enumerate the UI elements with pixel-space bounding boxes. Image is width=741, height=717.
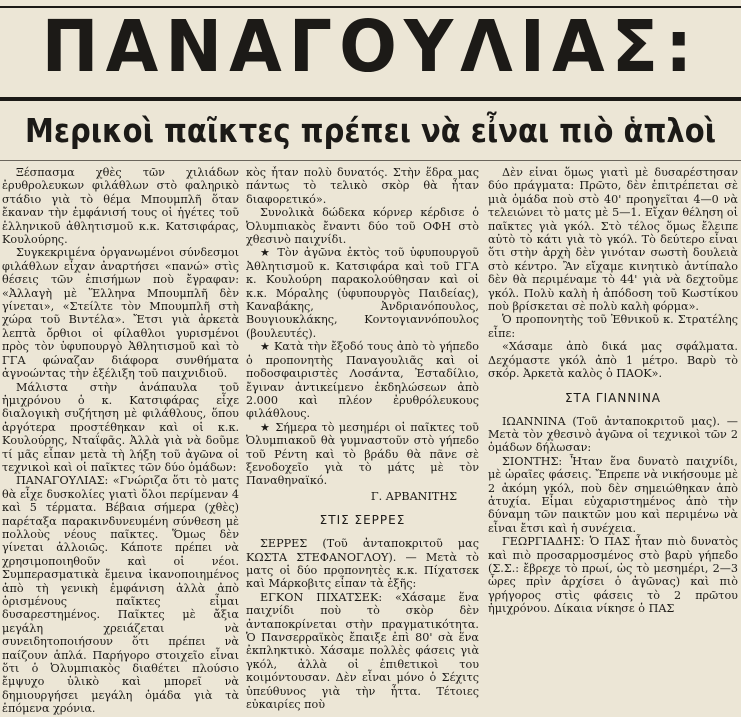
article-paragraph: Συγκεκριμένα ὀργανωμένοι σύνδεσμοι φιλάθλων εἶχαν ἀναρτήσει «πανώ» στὶς θέσεις τῶν ἐπισήμων ποὺ ἔγραφαν: «Ἀλλαγὴ μὲ Ἕλληνα Μπουμπλῆ δὲν γίνεται», «Στείλτε τὸν Μπουμπλῆ στὴ χώρα τοῦ Βιντέλα». Ἔτσι γιὰ ἀρκετὰ λεπτὰ ὄρθιοι οἱ φίλαθλοι γυρισμένοι πρὸς τὸν ὑφυπουργὸ Ἀθλητισμοῦ καὶ τὸ ΓΓΑ φώναζαν διάφορα συνθήματα ἀγνοώντας τὴν ἐξέλιξη τοῦ παιχνιδιοῦ. (2, 246, 239, 381)
subheadline-rule (0, 160, 741, 161)
section-heading-giannina: ΣΤΑ ΓΙΑΝΝΙΝΑ (564, 390, 662, 405)
article-paragraph: ★ Σήμερα τὸ μεσημέρι οἱ παῖκτες τοῦ Ὀλυμπιακοῦ θὰ γυμναστοῦν στὸ γήπεδο τοῦ Ρέντη καὶ τὸ βράδυ θὰ πᾶνε σὲ ξενοδοχεῖο γιὰ τὸ μάτς μὲ τὸν Παναθηναϊκό. (246, 420, 479, 488)
section-heading-serres: ΣΤΙΣ ΣΕΡΡΕΣ (319, 513, 406, 528)
article-paragraph: Μάλιστα στὴν ἀνάπαυλα τοῦ ἡμιχρόνου ὁ κ. Κατσιφάρας εἶχε διαλογικὴ συζήτηση μὲ φιλάθλους, ὅπου ἀργότερα προστέθηκαν καὶ οἱ κ.κ. Κουλούρης, Νταΐφᾶς. Ἀλλὰ γιὰ νὰ δοῦμε τί μᾶς εἶπαν μετὰ τὴ λήξη τοῦ ἀγῶνα οἱ τεχνικοὶ καὶ οἱ παῖκτες τῶν δύο ὁμάδων: (2, 380, 239, 474)
article-paragraph: «Χάσαμε ἀπὸ δικά μας σφάλματα. Δεχόμαστε γκόλ ἀπὸ 1 μέτρο. Βαρὺ τὸ σκόρ. Ἀρκετὰ καλὸς ὁ ΠΑΟΚ». (488, 340, 738, 381)
article-paragraph: ΠΑΝΑΓΟΥΛΙΑΣ: «Γνώριζα ὅτι τὸ ματς θὰ εἶχε δυσκολίες γιατὶ ὅλοι περίμεναν 4 καὶ 5 τέρματα. Βέβαια σήμερα (χθὲς) παρέταξα παρακινδυνευμένη σύνθεση μὲ πολλοὺς νέους παῖκτες. Ὅμως δὲν γίνεται ἀλλοιῶς. Κάποτε πρέπει νὰ χρησιμοποιηθοῦν καὶ οἱ νέοι. Συμπερασματικὰ ἔμεινα ἱκανοποιημένος ἀπὸ τὴ γενικὴ ἐμφάνιση ἀλλὰ ἀπὸ ὁρισμένους παῖκτες εἶμαι δυσαρεστημένος. Παῖκτες μὲ ἄξια μεγάλη χρειάζεται νὰ συνειδητοποιήσουν ὅτι πρέπει νὰ παίζουν ἁπλά. Παρήγορο στοιχεῖο εἶναι ὅτι ὁ Ὀλυμπιακὸς διαθέτει πλούσιο ἔμψυχο ὑλικὸ καὶ μπορεῖ νὰ δημιουργήσει μεγάλη ὁμάδα γιὰ τὰ ἑπόμενα χρόνια. (2, 474, 239, 716)
article-paragraph: κὸς ἦταν πολὺ δυνατός. Στὴν ἕδρα μας πάντως τὸ τελικὸ σκὸρ θὰ ἦταν διαφορετικό». (246, 166, 479, 206)
article-paragraph: ΙΩΑΝΝΙΝΑ (Τοῦ ἀνταποκριτοῦ μας). — Μετὰ τὸν χθεσινὸ ἀγῶνα οἱ τεχνικοὶ τῶν 2 ὁμάδων δήλωσαν: (488, 414, 738, 455)
article-paragraph: ΓΕΩΡΓΙΑΔΗΣ: Ὁ ΠΑΣ ἦταν πιὸ δυνατὸς καὶ πιὸ προσαρμοσμένος στὸ βαρὺ γήπεδο (Σ.Σ.: ἔβρεχε τὸ πρωί, ὡς τὸ μεσημέρι, 2—3 ὧρες πρὶν ἀρχίσει ὁ ἀγῶνας) καὶ πιὸ γρήγορος στὶς φάσεις τὸ 2 πρῶτου ἡμιχρόνου. Δίκαια νίκησε ὁ ΠΑΣ (488, 535, 738, 616)
article-paragraph: Δὲν εἶναι ὅμως γιατὶ μὲ δυσαρέστησαν δύο πράγματα: Πρῶτο, δὲν ἐπιτρέπεται σὲ μιὰ ὁμάδα ποὺ στὸ 40' προηγεῖται 4—0 νὰ τελειώνει τὸ ματς μὲ 5—1. Εἴχαν θέληση οἱ παῖκτες γιὰ γκόλ. Στὸ τέλος ὅμως ἔλειπε αὐτὸ τὸ κάτι γιὰ τὸ γκόλ. Τὸ δεύτερο εἶναι ὅτι στὴν ἀρχὴ δὲν γινόταν σωστὴ δουλειὰ στὸ κέντρο. Ἂν εἴχαμε κινητικὸ ἀντίπαλο δὲν θὰ περιμέναμε τὸ 44' γιὰ νὰ δεχτοῦμε γκόλ. Πολὺ καλὴ ἡ ἀπόδοση τοῦ Κωστίκου ποὺ βρίσκεται σὲ πολὺ καλὴ φόρμα». (488, 166, 738, 314)
article-column-1 (2, 166, 239, 717)
author-signature: Γ. ΑΡΒΑΝΙΤΗΣ (370, 489, 457, 503)
page-headline: ΠΑΝΑΓΟΥΛΙΑΣ: (41, 6, 700, 89)
article-paragraph: Ξέσπασμα χθὲς τῶν χιλιάδων ἐρυθρολευκων φιλάθλων στὸ φαληρικὸ στάδιο γιὰ τὸ θέμα Μπουμπλῆ ὅταν ἔκαναν τὴν ἐμφάνισή τους οἱ ἡγέτες τοῦ ἑλληνικοῦ ἀθλητισμοῦ κ.κ. Κατσιφάρας, Κουλούρης. (2, 166, 239, 247)
headline-rule (0, 97, 741, 101)
article-paragraph: Συνολικὰ δώδεκα κόρνερ κέρδισε ὁ Ὀλυμπιακὸς ἔναντι δύο τοῦ ΟΦΗ στὸ χθεσινὸ παιχνίδι. (246, 206, 479, 247)
page-subheadline: Μερικοὶ παῖκτες πρέπει νὰ εἶναι πιὸ ἁπλοὶ (25, 111, 716, 151)
article-column-2 (246, 166, 479, 717)
article-column-3 (488, 166, 738, 717)
article-paragraph: Ὁ προπονητὴς τοῦ Ἐθνικοῦ κ. Στρατέλης εἶπε: (488, 313, 738, 340)
article-paragraph: ★ Κατὰ τὴν ἔξοδό τους ἀπὸ τὸ γήπεδο ὁ προπονητὴς Παναγουλιᾶς καὶ οἱ ποδοσφαιριστὲς Λοσάντα, Ἐσταδίλιο, ἔγιναν ἀντικείμενο ἐκδηλώσεων ἀπὸ 2.000 καὶ πλέον ἐρυθρόλευκους φιλάθλους. (246, 340, 479, 421)
article-paragraph: ΣΕΡΡΕΣ (Τοῦ ἀνταποκριτοῦ μας ΚΩΣΤΑ ΣΤΕΦΑΝΟΓΛΟΥ). — Μετὰ τὸ ματς οἱ δύο προπονητὲς κ.κ. Πίχατσεκ καὶ Μάρκοβιτς εἶπαν τὰ ἑξῆς: (246, 537, 479, 591)
article-paragraph: ΕΓΚΟΝ ΠΙΧΑΤΣΕΚ: «Χάσαμε ἕνα παιχνίδι ποὺ τὸ σκὸρ δὲν ἀνταποκρίνεται στὴν πραγματικότητα. Ὁ Πανσερραϊκὸς ἔπαιξε ἐπὶ 80' σὰ ἕνα ἐκπληκτικὸ. Χάσαμε πολλὲς φάσεις γιὰ γκόλ, ἀλλὰ οἱ ἐπιθετικοὶ του κοιμόντουσαν. Δὲν εἶναι μόνο ὁ Σέχιτς ὑπεύθυνος γιὰ τὴν ἧττα. Τέτοιες εὐκαιρίες ποὺ (246, 590, 479, 712)
article-paragraph: ΣΙΟΝΤΗΣ: Ἦταν ἕνα δυνατὸ παιχνίδι, μὲ ὡραῖες φάσεις. Ἔπρεπε νὰ νικήσουμε μὲ 2 ἀκόμη γκόλ, ποὺ δὲν σημειώθηκαν ἀπὸ ἀτυχία. Εἶμαι εὐχαριστημένος ἀπὸ τὴν δύναμη τῶν παικτῶν μου καὶ περιμένω νὰ εἶναι ἔτσι καὶ ἡ συνέχεια. (488, 454, 738, 535)
article-paragraph: ★ Τὸν ἀγῶνα ἐκτὸς τοῦ ὑφυπουργοῦ Ἀθλητισμοῦ κ. Κατσιφάρα καὶ τοῦ ΓΓΑ κ. Κουλούρη παρακολούθησαν καὶ οἱ κ.κ. Μόραλης (ὑφυπουργὸς Παιδείας), Καναβάκης, Ἀνδριανόπουλος, Βουγιουκλάκης, Κοντογιαννόπουλος (βουλευτές). (246, 246, 479, 340)
